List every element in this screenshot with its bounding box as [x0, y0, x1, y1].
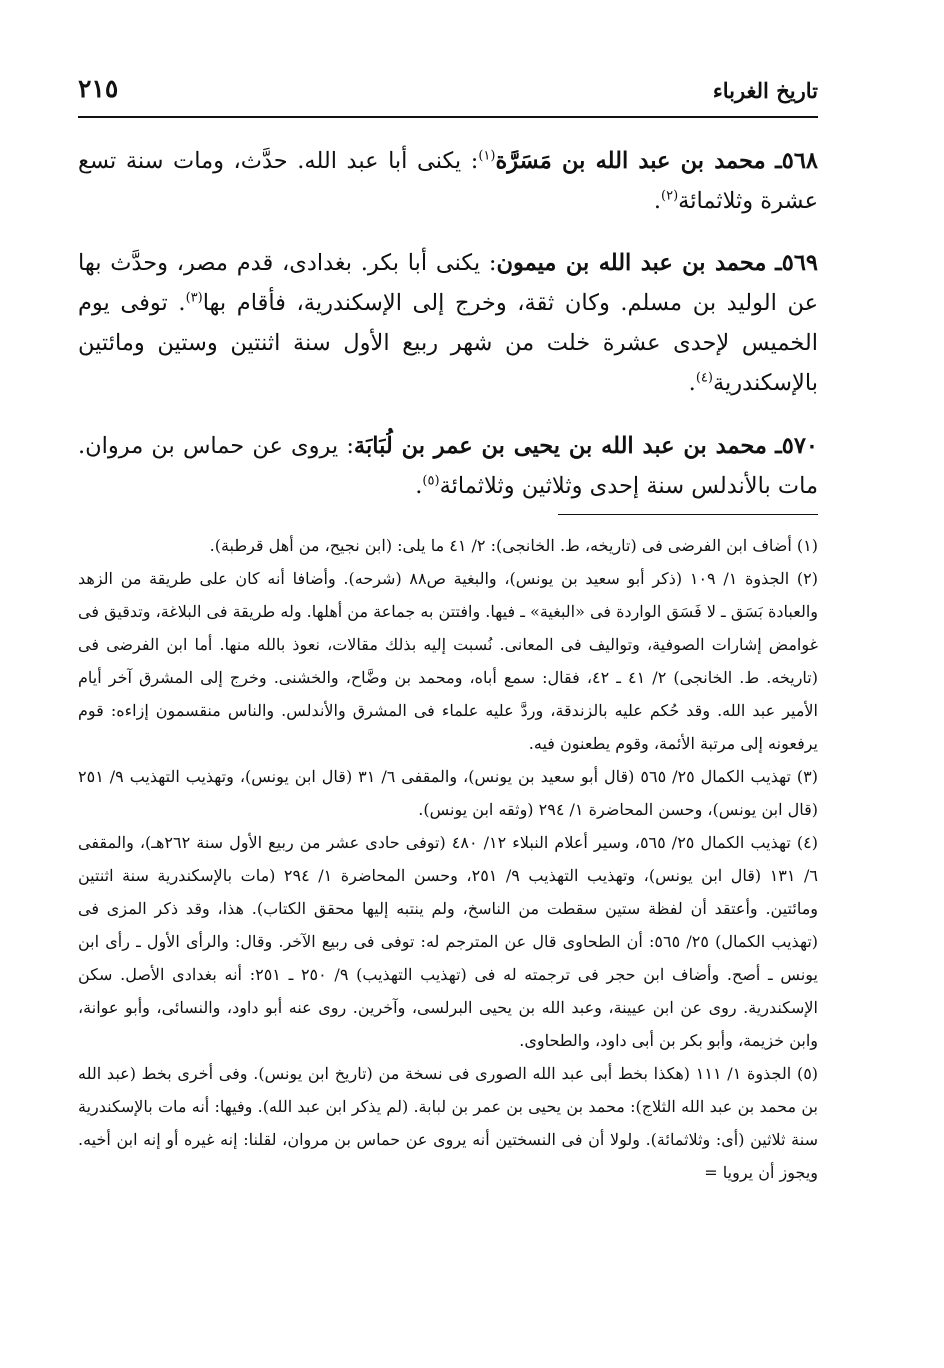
- footnote-text: أضاف ابن الفرضى فى (تاريخه، ط. الخانجى): ٢/ ٤١ ما يلى: (ابن نجيح، من أهل قرطبة).: [209, 535, 792, 555]
- running-title: تاريخ الغرباء: [712, 78, 818, 103]
- footnote-number: (٣): [796, 766, 819, 786]
- footnote-1: [78, 529, 818, 562]
- footnote-text: الجذوة ١/ ١٠٩ (ذكر أبو سعيد بن يونس)، والبغية ص٨٨ (شرحه). وأضافا أنه كان على طريقة من الزهد والعبادة بَسَق ـ لا فَسَق الواردة فى «البغية» ـ فيها. وافتتن به جماعة من أهلها. وله طريقة فى البلاغة، وتدقيق فى غوامض إشارات الصوفية، وتواليف فى المعانى. نُسبت إليه بذلك مقالات، نعوذ بالله منها. أما ابن الفرضى فى (تاريخه. ط. الخانجى) ٢/ ٤١ ـ ٤٢، فقال: سمع أباه، ومحمد بن وضَّاح، والخشنى. وخرج إلى المشرق آخر أيام الأمير عبد الله. وقد حُكم عليه بالزندقة، وردَّ عليه علماء فى المشرق والأندلس. والناس منقسمون إزاءه: قوم يرفعونه إلى مرتبة الأئمة، وقوم يطعنون فيه.: [78, 568, 819, 753]
- entry-name: محمد بن عبد الله بن ميمون: [496, 250, 767, 276]
- footnotes: [78, 529, 818, 1189]
- footnote-text: الجذوة ١/ ١١١ (هكذا بخط أبى عبد الله الصورى فى نسخة من (تاريخ ابن يونس). وفى أخرى بخط (عبد الله بن محمد بن عبد الله الثلاج): محمد بن يحيى بن عمر بن لبابة. (لم يذكر ابن عبد الله). وفيها: أنه مات بالإسكندرية سنة ثلاثين (أى: وثلاثمائة). ولولا أن فى النسختين أنه يروى عن حماس بن مروان، لقلنا: إنه غيره أو إنه ابن أخيه. ويجوز أن يرويا =: [78, 1063, 818, 1182]
- footnote-3: [78, 760, 818, 826]
- footnote-ref: (٤): [695, 370, 713, 386]
- footnote-ref: (٢): [661, 188, 679, 203]
- footnote-number: (٢): [796, 568, 819, 588]
- entry-570: ٥٧٠ـ محمد بن عبد الله بن يحيى بن عمر بن لُبَابَة: يروى عن حماس بن مروان. مات بالأندلس سنة إحدى وثلاثين وثلاثمائة$^{(٥)}$.: [78, 432, 818, 499]
- entry-end: .: [688, 370, 696, 396]
- entry-number: ٥٦٨: [781, 147, 819, 174]
- entry-text: : يكنى أبا بكر. بغدادى، قدم مصر، وحدَّث بها عن الوليد بن مسلم. وكان ثقة، وخرج إلى الإسكندرية، فأقام بها: [78, 250, 819, 316]
- footnote-4: [78, 826, 818, 1057]
- footnote-5: [78, 1057, 818, 1189]
- page-header: [78, 70, 818, 118]
- entry-name: محمد بن عبد الله بن يحيى بن عمر بن لُبَابَة: [353, 432, 767, 459]
- entry-569: ٥٦٩ـ محمد بن عبد الله بن ميمون: يكنى أبا بكر. بغدادى، قدم مصر، وحدَّث بها عن الوليد بن مسلم. وكان ثقة، وخرج إلى الإسكندرية، فأقام بها$^{(٣)}$. توفى يوم الخميس لإحدى عشرة خلت من شهر ربيع الأول سنة اثنتين وستين ومائتين بالإسكندرية$^{(٤)}$.: [78, 250, 819, 396]
- entry-number: ٥٦٩: [781, 250, 818, 276]
- book-page: [78, 70, 818, 1189]
- entry-number: ٥٧٠: [781, 432, 818, 459]
- footnote-text: تهذيب الكمال ٢٥/ ٥٦٥، وسير أعلام النبلاء ١٢/ ٤٨٠ (توفى حادى عشر من ربيع الأول سنة ٢٦٢هـ)، والمقفى ٦/ ١٣١ (قال ابن يونس)، وتهذيب التهذيب ٩/ ٢٥١، وحسن المحاضرة ١/ ٢٩٤ (مات بالإسكندرية سنة اثنتين ومائتين. وأعتقد أن لفظة ستين سقطت من الناسخ، ولم ينتبه إليها محقق الكتاب). هذا، وقد ذكر المزى فى (تهذيب الكمال) ٢٥/ ٥٦٥: أن الطحاوى قال عن المترجم له: توفى فى ربيع الآخر. وقال: والرأى الأول ـ رأى ابن يونس ـ أصح. وأضاف ابن حجر فى ترجمته له فى (تهذيب التهذيب) ٩/ ٢٥٠ ـ ٢٥١: أنه بغدادى الأصل. سكن الإسكندرية. روى عن ابن عيينة، وعبد الله بن يحيى البرلسى، وآخرين. روى عنه أبو داود، والنسائى، وأبو عوانة، وابن خزيمة، وأبو بكر بن أبى داود، والطحاوى.: [78, 832, 819, 1050]
- entry-text: : يروى عن حماس بن مروان. مات بالأندلس سنة إحدى وثلاثين وثلاثمائة: [78, 432, 818, 499]
- biography-entries: [78, 141, 818, 506]
- entry-568: ٥٦٨ـ محمد بن عبد الله بن مَسَرَّة$^{(١)}$: يكنى أبا عبد الله. حدَّث، ومات سنة تسع عشرة وثلاثمائة$^{(٢)}$.: [78, 147, 819, 214]
- footnote-number: (١): [796, 535, 818, 555]
- entry-end: .: [653, 187, 661, 214]
- entry-name: محمد بن عبد الله بن مَسَرَّة: [495, 147, 766, 174]
- entry-text: : يكنى أبا عبد الله. حدَّث، ومات سنة تسع عشرة وثلاثمائة: [78, 147, 818, 214]
- footnote-separator: [558, 514, 818, 515]
- page-number: ٢١٥: [78, 74, 119, 103]
- entry-end: .: [415, 472, 423, 499]
- footnote-ref: (٥): [422, 473, 440, 488]
- footnote-number: (٤): [796, 832, 818, 852]
- footnote-number: (٥): [796, 1063, 819, 1083]
- entry-text-continued: . توفى يوم الخميس لإحدى عشرة خلت من شهر ربيع الأول سنة اثنتين وستين ومائتين بالإسكندرية: [78, 290, 818, 396]
- footnote-2: [78, 562, 818, 760]
- footnote-text: تهذيب الكمال ٢٥/ ٥٦٥ (قال أبو سعيد بن يونس)، والمقفى ٦/ ٣١ (قال ابن يونس)، وتهذيب التهذيب ٩/ ٢٥١ (قال ابن يونس)، وحسن المحاضرة ١/ ٢٩٤ (وثقه ابن يونس).: [78, 766, 818, 819]
- footnote-ref: (١): [478, 148, 496, 163]
- footnote-ref: (٣): [185, 290, 203, 306]
